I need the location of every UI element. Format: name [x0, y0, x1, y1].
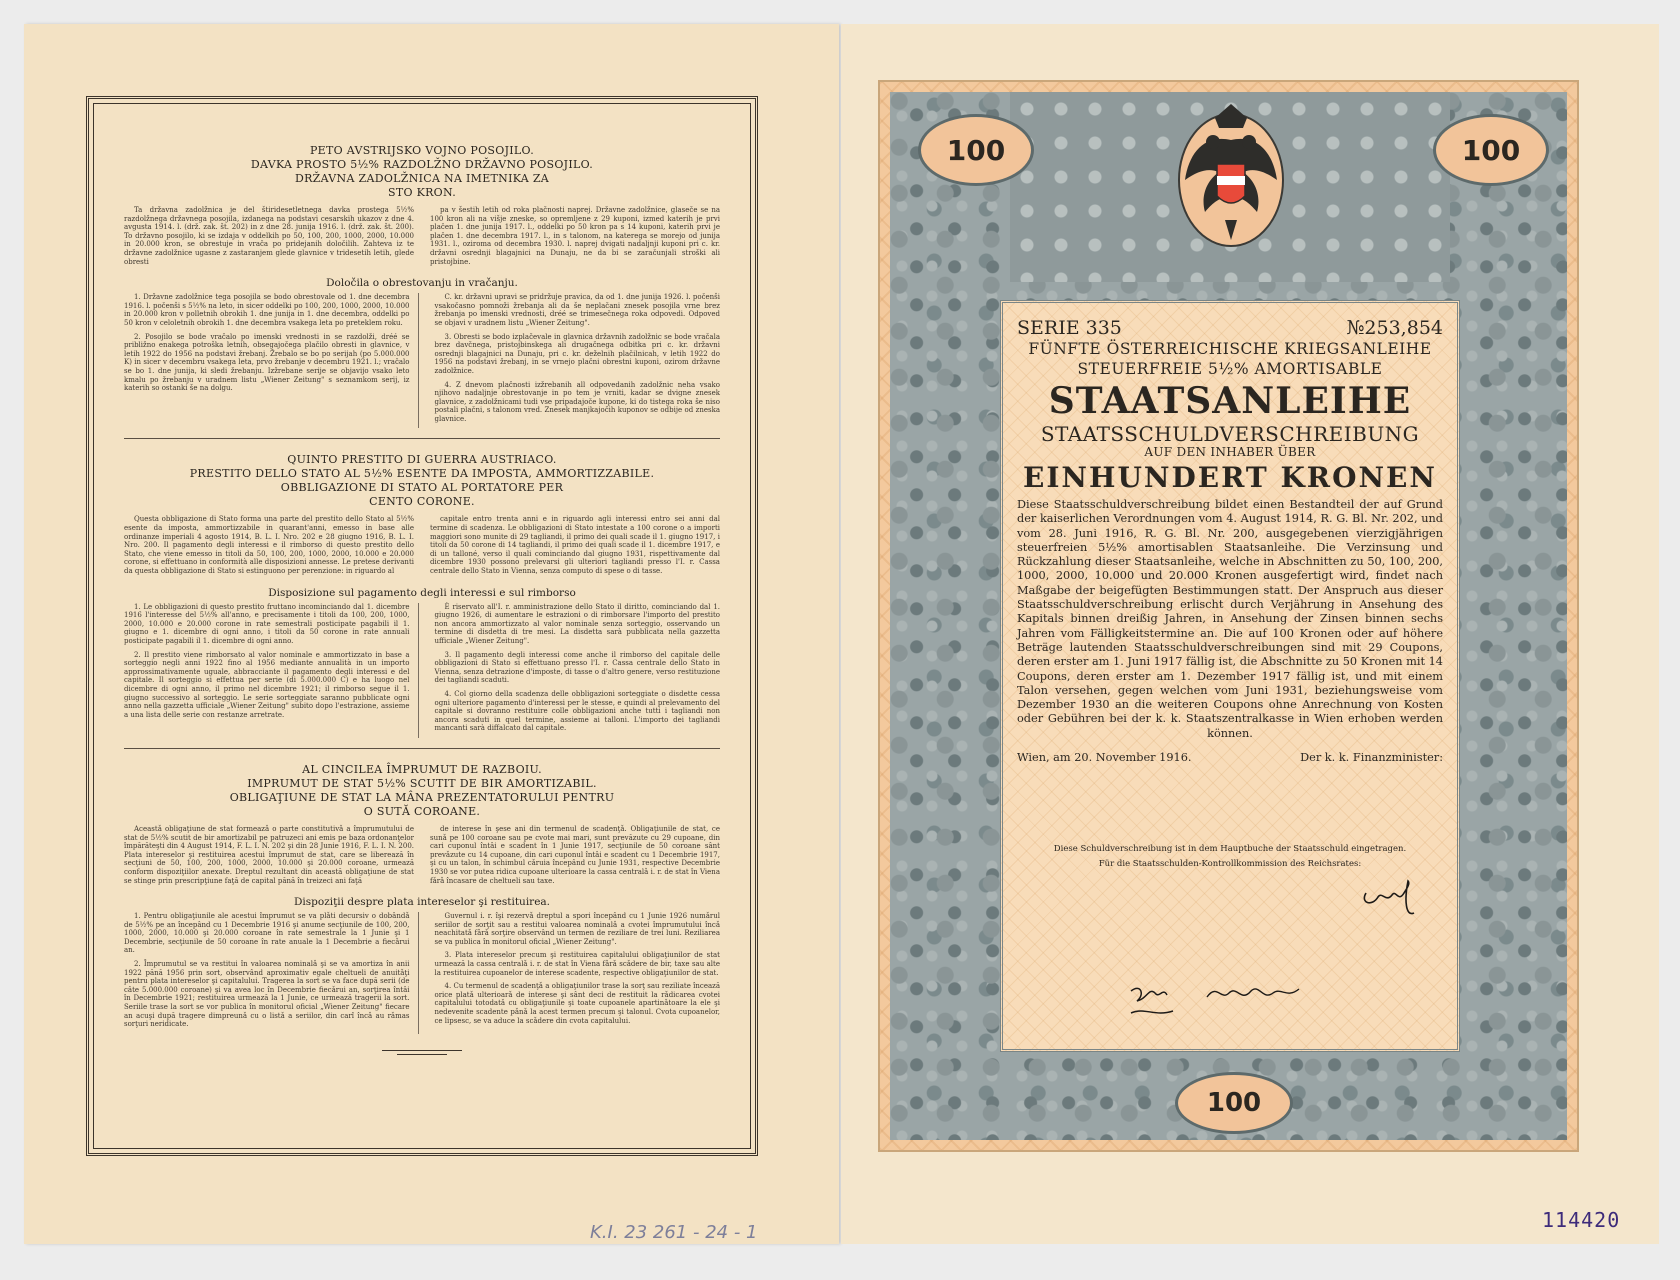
minister-signature — [1358, 873, 1428, 923]
place-date: Wien, am 20. November 1916. — [1017, 751, 1192, 765]
registry-note: Diese Schuldverschreibung ist in dem Hauptbuche der Staatsschuld eingetragen. — [1053, 844, 1407, 855]
romanian-intro-right: de interese în şese ani din termenul de scadenţǎ. Obligaţiunile de stat, ce sunǎ pe 100 coroane sau pe cvote mai mari, sunt prevăzute cu 29 cupoane, din cari cuponul întâi e scadent în 1 Junie 1917, secţiunile de 50 coroane sânt prevǎzute cu 14 cupoane, din cari cuponul întâi e scadent cu 1 Decembrie 1917, şi cu un talon, în schimbul cǎruia începând cu Junie 1931, respective Decembrie 1930 se vor putea ridica cupoane ulterioare la cassa centralǎ i. r. de stat în Viena fǎrǎ încasare de cheltueli sau taxe. — [430, 824, 720, 885]
bond-certificate — [878, 80, 1579, 1152]
conditions-frame — [86, 96, 758, 1156]
commission-signature-right — [1203, 973, 1313, 1013]
section-divider — [124, 438, 720, 439]
serie-label: SERIE — [1017, 317, 1080, 339]
slovene-rule-1: 1. Državne zadolžnice tega posojila se bodo obrestovale od 1. dne decembra 1916. l. počenši s 5½% na leto, in sicer oddelki po 100, 200, 1000, 2000, 10.000 in 20.000 kron v polletnih obrokih 1. dne junija in 1. dne decembra, oddelki po 50 kron v celoletnih obrokih 1. dne decembra vsakega leta po preteklem roku. — [124, 293, 410, 327]
slovene-rule-right-2: 3. Obresti se bodo izplačevale in glavnica državnih zadolžnic se bode vračala brez davčnega, pristojbinskega ali drugačnega odbitka pri c. kr. državni osrednji blagajnici na Dunaju, pri c. kr. deželnih plačilnicah, v letih 1922 do 1956 na podstavi žrebanj, in se vrnejo plačni obrestni kuponi, ozirom državne zadolžnice. — [434, 332, 720, 375]
romanian-rule-right-3: 4. Cu termenul de scadenţǎ a obligaţiunilor trase la sorţ sau reziliate încează orice platǎ ulterioarǎ de interese şi sânt deci de restituit la rǎdicarea cvotei capitalului totodatǎ cu obligaţiunile şi toate cupoanele apartinǎtoare la ele şi nedevenite scadente pǎnǎ la acest termen precum şi talonul. Cvota cupoanelor, ce lipsesc, se va aduce la scǎdere din cvota capitalului. — [434, 982, 720, 1025]
bond-title: STAATSANLEIHE — [1048, 380, 1412, 422]
italian-rule-2: 2. Il prestito viene rimborsato al valor nominale e ammortizzato in base a sorteggio negli anni 1922 fino al 1956 mediante annualità in un importo approssimativamente uguale, abbracciante il pagamento degli interessi e del capitale. Il sorteggio si effettua per serie (di 5.000.000 C) e ha luogo nel dicembre di ogni anno, il primo nel dicembre 1921; il rimborso segue il 1. giugno successivo al sorteggio. Le serie sorteggiate saranno pubblicate ogni anno nella gazzetta ufficiale „Wiener Zeitung" subito dopo l'estrazione, assieme a una lista delle serie con restanze arretrate. — [124, 650, 410, 719]
slovene-title-3: DRŽAVNA ZADOLŽNICA NA IMETNIKA ZA — [294, 172, 550, 185]
slovene-title-1: PETO AVSTRIJSKO VOJNO POSOJILO. — [309, 144, 535, 157]
slovene-rule-right-1: C. kr. državni upravi se pridržuje pravica, da od 1. dne junija 1926. l. počenši vsakočasno pomnoži žrebanja ali da še neplačani znesek posojila vrne brez žrebanja po imenski vrednosti, dréé se trimesečnega roka odpovedi. Odpoved se objavi v uradnem listu „Wiener Zeitung". — [434, 293, 720, 327]
slovene-title-4: STO KRON. — [387, 186, 457, 199]
denomination-badge-top-right: 100 — [1433, 114, 1549, 186]
italian-rule-right-1: È riservato all'I. r. amministrazione dello Stato il diritto, cominciando dal 1. giugno 1926, di aumentare le estrazioni o di rimborsare l'importo del prestito non ancora ammortizzato al valor nominale senza sorteggio, osservando un termine di disdetta di tre mesi. La disdetta sarà pubblicata nella gazzetta ufficiale „Wiener Zeitung". — [434, 602, 720, 645]
loan-type-line: STEUERFREIE 5½% AMORTISABLE — [1077, 360, 1383, 378]
loan-name-line: FÜNFTE ÖSTERREICHISCHE KRIEGSANLEIHE — [1028, 340, 1432, 358]
romanian-rule-right-1: Guvernul i. r. îşi rezervǎ dreptul a spori începând cu 1 Junie 1926 numǎrul seriilor de sorţit sau a restitui valoarea nominalǎ a cvotei împrumutului încǎ neachitatǎ fǎrǎ sorţire observând un termen de reziliare de trei luni. Reziliarea se va publica în monitorul oficial „Wiener Zeitung". — [434, 912, 720, 946]
bond-text-panel — [1000, 300, 1460, 1052]
minister-label: Der k. k. Finanzminister: — [1300, 751, 1443, 765]
conditions-inner-frame — [93, 103, 751, 1149]
romanian-title-1: AL CINCILEA ÎMPRUMUT DE RAZBOIU. — [302, 762, 542, 776]
romanian-rules — [124, 912, 720, 1034]
slovene-rules — [124, 293, 720, 428]
italian-intro-right: capitale entro trenta anni e in riguardo agli interessi entro sei anni dal termine di scadenza. Le obbligazioni di Stato intestate a 100 corone o a importi maggiori sono munite di 29 tagliandi, il primo dei quali scade il 1. giugno 1917, i titoli da 50 corone di 14 tagliandi, il primo dei quali scade il 1. dicembre 1917, e di un talloné, verso il quali cominciando dal giugno 1931, rispettivamente dal dicembre 1930 possono prelevarsi gli ulteriori tagliandi presso l'I. r. Cassa centrale dello Stato in Vienna, senza computo di spese o di tasse. — [430, 515, 720, 576]
serie-number: 335 — [1085, 317, 1122, 339]
italian-title-4: CENTO CORONE. — [369, 495, 475, 509]
section-slovene — [124, 144, 720, 428]
italian-rule-right-2: 3. Il pagamento degli interessi come anche il rimborso del capitale delle obbligazioni di Stato si effettuano presso l'I. r. Cassa centrale dello Stato in Vienna, senza detrazione d'imposte, di tasse o d'altro genere, verso restituzione dei tagliandi scaduti. — [434, 650, 720, 685]
section-italian — [124, 453, 720, 737]
italian-subheading: Disposizione sul pagamento degli interessi e sul rimborso — [268, 586, 576, 599]
inventory-stamp-number: 114420 — [1542, 1208, 1621, 1232]
romanian-rule-1: 1. Pentru obligaţiunile ale acestui împrumut se va plǎti decursiv o dobândǎ de 5½% pe an începând cu 1 Decembrie 1916 şi anume secţiunile de 100, 200, 1000, 2000, 10.000 şi 20.000 coroane în rate semestrale la 1 Junie şi 1 Decembrie, secţiunile de 50 coroane în rate anuale la 1 Decembrie a fiecǎrui an. — [124, 912, 410, 955]
bond-subtitle: STAATSSCHULDVERSCHREIBUNG — [1040, 422, 1420, 446]
italian-rule-1: 1. Le obbligazioni di questo prestito fruttano incominciando dal 1. dicembre 1916 l'interesse del 5½% all'anno, e precisamente i titoli da 100, 200, 1000, 2000, 10.000 e 20.000 corone in rate semestrali posticipate pagabili il 1. giugno e 1. dicembre di ogni anno, i titoli da 50 corone in rate annuali posticipate pagabili il 1. dicembre di ogni anno. — [124, 602, 410, 645]
double-headed-eagle-crest-icon — [1175, 100, 1287, 250]
slovene-rule-right-3: 4. Z dnevom plačnosti izžrebanih all odpovedanih zadolžnic neha vsako njihovo nadaljnje obrestovanje in po tem je vrniti, kadar se dvigne znesek glavnice, z zadolžnicami tudi vse pripadajoče kupone, ki do tistega roka še niso postali plačni, s talonom vred. Znesek manjkajočih kuponov se odbije od zneska glavnice. — [434, 380, 720, 423]
section-divider — [124, 748, 720, 749]
denomination-badge-bottom: 100 — [1175, 1072, 1293, 1134]
slovene-title-2: DAVKA PROSTO 5½% RAZDOLŽNO DRŽAVNO POSOJILO. — [250, 158, 594, 171]
italian-title-2: PRESTITO DELLO STATO AL 5½% ESENTE DA IMPOSTA, AMMORTIZZABILE. — [189, 467, 655, 481]
end-ornament-rule-short — [397, 1054, 447, 1055]
slovene-intro-left: Ta državna zadolžnica je del štiridesetletnega davka prostega 5½% razdolžnega državnega posojila, izdanega na podstavi cesarskih ukazov z dne 4. avgusta 1914. l. (drž. zak. št. 202) in z dne 28. junija 1916. l. (drž. zak. št. 200). To državno posojilo, ki se izdaja v oddelkih po 50, 100, 200, 1000, 2000, 10.000 in 20.000 kron, se obrestuje in vrača po pridejanih določilih. Zahteva iz te državne zadolžnice ugasne z zastaranjem glede glavnice v tridesetih letih, glede obresti — [124, 206, 414, 266]
romanian-title-4: O SUTĂ COROANE. — [363, 804, 481, 818]
date-signature-row — [1017, 751, 1443, 764]
romanian-intro-left: Aceastǎ obligaţiune de stat formeazǎ o parte constitutivǎ a împrumutului de stat de 5½% scutit de bir amortizabil pe patruzeci ani emis pe baza ordonanţelor împărăteşti din 4 August 1914, F. L. I. N. 202 şi din 28 Junie 1916, F. L. I. N. 200. Plata intereselor şi restituirea acestui împrumut de stat, care se liberează în secţiuni de 50, 100, 200, 1000, 2000, 10.000 şi 20.000 coroane, urmează conform dispoziţiilor anexate. Dreptul rezultant din această obligaţiune de stat se stinge prin prescripţiune faţă de capital pănă în treizeci ani faţă — [124, 824, 414, 885]
bearer-line: AUF DEN INHABER ÜBER — [1144, 445, 1316, 459]
slovene-subheading: Določila o obrestovanju in vračanju. — [326, 277, 518, 290]
slovene-intro — [124, 206, 720, 271]
commission-note: Für die Staatsschulden-Kontrollkommission des Reichsrates: — [1098, 859, 1362, 870]
romanian-title-2: IMPRUMUT DE STAT 5½% SCUTIT DE BIR AMORTIZABIL. — [247, 776, 597, 790]
romanian-rule-2: 2. Împrumutul se va restitui în valoarea nominalǎ şi se va amortiza în anii 1922 pănă 1956 prin sort, observând aproximativ egale cheltueli de anuitǎţi pentru plata intereselor şi capitalului. Tragerea la sort se va face după serii (de câte 5.000.000 coroane) şi va avea loc în Decembrie fiecǎrui an, sorţirea întâi în Decembrie 1921; restituirea urmează la 1 Junie, ce urmează tragerii la sort. Seriile trase la sort se vor publica în monitorul oficial „Wiener Zeitung" fiecare an acuşi după tragere dimpreunǎ cu o listǎ a seriilor, din carî încǎ au rǎmas sorţuri neridicate. — [124, 960, 410, 1029]
romanian-rule-right-2: 3. Plata intereselor precum şi restituirea capitalului obligaţiunilor de stat urmează la cassa centralǎ i. r. de stat în Viena fǎrǎ scǎdere de bir, taxe sau alte la restituirea cupoanelor de interese scadente, respective obligaţiunilor de stat. — [434, 951, 720, 977]
slovene-intro-right: pa v šestih letih od roka plačnosti naprej. Državne zadolžnice, glaseče se na 100 kron ali na višje zneske, so opremljene z 29 kuponi, izmed katerih je prvi plačen 1. dne junija 1917. l., oddelki po 50 kron pa s 14 kuponi, katerih prvi je plačen 1. dne decembra 1917. l., in s talonom, na katerega se morejo od junija 1931. l., oziroma od decembra 1930. l. naprej dvigati nadaljnji kuponi pri c. kr. državni osrednji blagajnici na Dunaju, ne da bi se zaračunjali stroški ali pristojbine. — [430, 206, 720, 266]
commission-signature-left — [1125, 973, 1215, 1023]
italian-title-3: OBBLIGAZIONE DI STATO AL PORTATORE PER — [280, 481, 564, 495]
serial-row — [1017, 317, 1443, 339]
denomination-badge-top-left: 100 — [918, 114, 1034, 186]
section-romanian — [124, 763, 720, 1034]
archive-pencil-note: K.I. 23 261 - 24 - 1 — [590, 1222, 758, 1243]
slovene-rule-2: 2. Posojilo se bode vračalo po imenski vrednosti in se razdolži, dréé se približno enakega potroška letnih, obsegajočega plačilo obresti in glavnice, v letih 1922 do 1956 na podstavi žrebanj. Žrebalo se bo po serijah (po 5.000.000 K) in sicer v decembru vsakega leta, prvo žrebanje v decembru 1921. l.; vračalo se bo 1. dne junija, ki sledi žrebanju. Izžrebane serije se objavijo vsako leto kmalu po žrebanju v uradnem listu „Wiener Zeitung" s seznamkom serij, iz katerih so ostanki še na dolgu. — [124, 332, 410, 393]
romanian-subheading: Dispoziţii despre plata intereselor şi restituirea. — [293, 896, 551, 909]
bond-number: 253,854 — [1364, 317, 1443, 339]
number-label: № — [1346, 317, 1365, 339]
italian-intro-left: Questa obbligazione di Stato forma una parte del prestito dello Stato al 5½% esente da imposta, ammortizzabile in quarant'anni, emesso in base alle ordinanze imperiali 4 agosto 1914, B. L. I. Nro. 202 e 28 giugno 1916, B. L. I. Nro. 200. Il pagamento degli interessi e il rimborso di questo prestito dello Stato, che viene emesso in titoli da 50, 100, 200, 1000, 2000, 10.000 e 20.000 corone, si effettuano in conformità alle disposizioni annesse. Le pretese derivanti da questa obbligazione di Stato si estinguono per perenzione: in riguardo al — [124, 515, 414, 576]
italian-rule-right-3: 4. Col giorno della scadenza delle obbligazioni sorteggiate o disdette cessa ogni ulteriore pagamento d'interessi per le stesse, e quindi al prelevamento del capitale si dovranno restituire colle obbligazioni anche tutti i tagliandi non ancora scaduti in quel termine, assieme ai talloni. L'importo dei tagliandi mancanti sarà diffalcato dal capitale. — [434, 689, 720, 733]
italian-title-1: QUINTO PRESTITO DI GUERRA AUSTRIACO. — [287, 453, 557, 467]
number-block — [1346, 317, 1443, 339]
romanian-intro — [124, 825, 720, 890]
romanian-title-3: OBLIGAŢIUNE DE STAT LA MÂNA PREZENTATORULUI PENTRU — [229, 790, 615, 804]
bond-body-text: Diese Staatsschuldverschreibung bildet einen Bestandteil der auf Grund der kaiserlichen Verordnungen vom 4. August 1914, R. G. Bl. Nr. 202, und vom 28. Juni 1916, R. G. Bl. Nr. 200, ausgegebenen vierzigjährigen steuerfreien 5½% amortisablen Staatsanleihe. Die Verzinsung und Rückzahlung dieser Staatsanleihe, welche in Abschnitten zu 50, 100, 200, 1000, 2000, 10.000 und 20.000 Kronen ausgefertigt wird, findet nach Maßgabe der beigefügten Bestimmungen statt. Der Anspruch aus dieser Staatsschuldverschreibung erlischt durch Verjährung in Ansehung des Kapitals binnen dreißig Jahren, in Ansehung der Zinsen binnen sechs Jahren vom Fälligkeitstermine an. Die auf 100 Kronen oder auf höhere Beträge lautenden Staatsschuldverschreibungen sind mit 29 Coupons, deren erster am 1. Juni 1917 fällig ist, die Abschnitte zu 50 Kronen mit 14 Coupons, deren erster am 1. Dezember 1917 fällig ist, und mit einem Talon versehen, gegen welchen vom Juni 1931, beziehungsweise vom Dezember 1930 an die weiteren Coupons ohne Anrechnung von Kosten oder Gebühren bei der k. k. Staatszentralkasse in Wien erhoben werden können. — [1017, 498, 1443, 740]
italian-rules — [124, 603, 720, 738]
serie-block — [1017, 317, 1122, 339]
amount-title: EINHUNDERT KRONEN — [1022, 461, 1437, 494]
end-ornament-rule — [382, 1050, 462, 1051]
italian-intro — [124, 515, 720, 580]
